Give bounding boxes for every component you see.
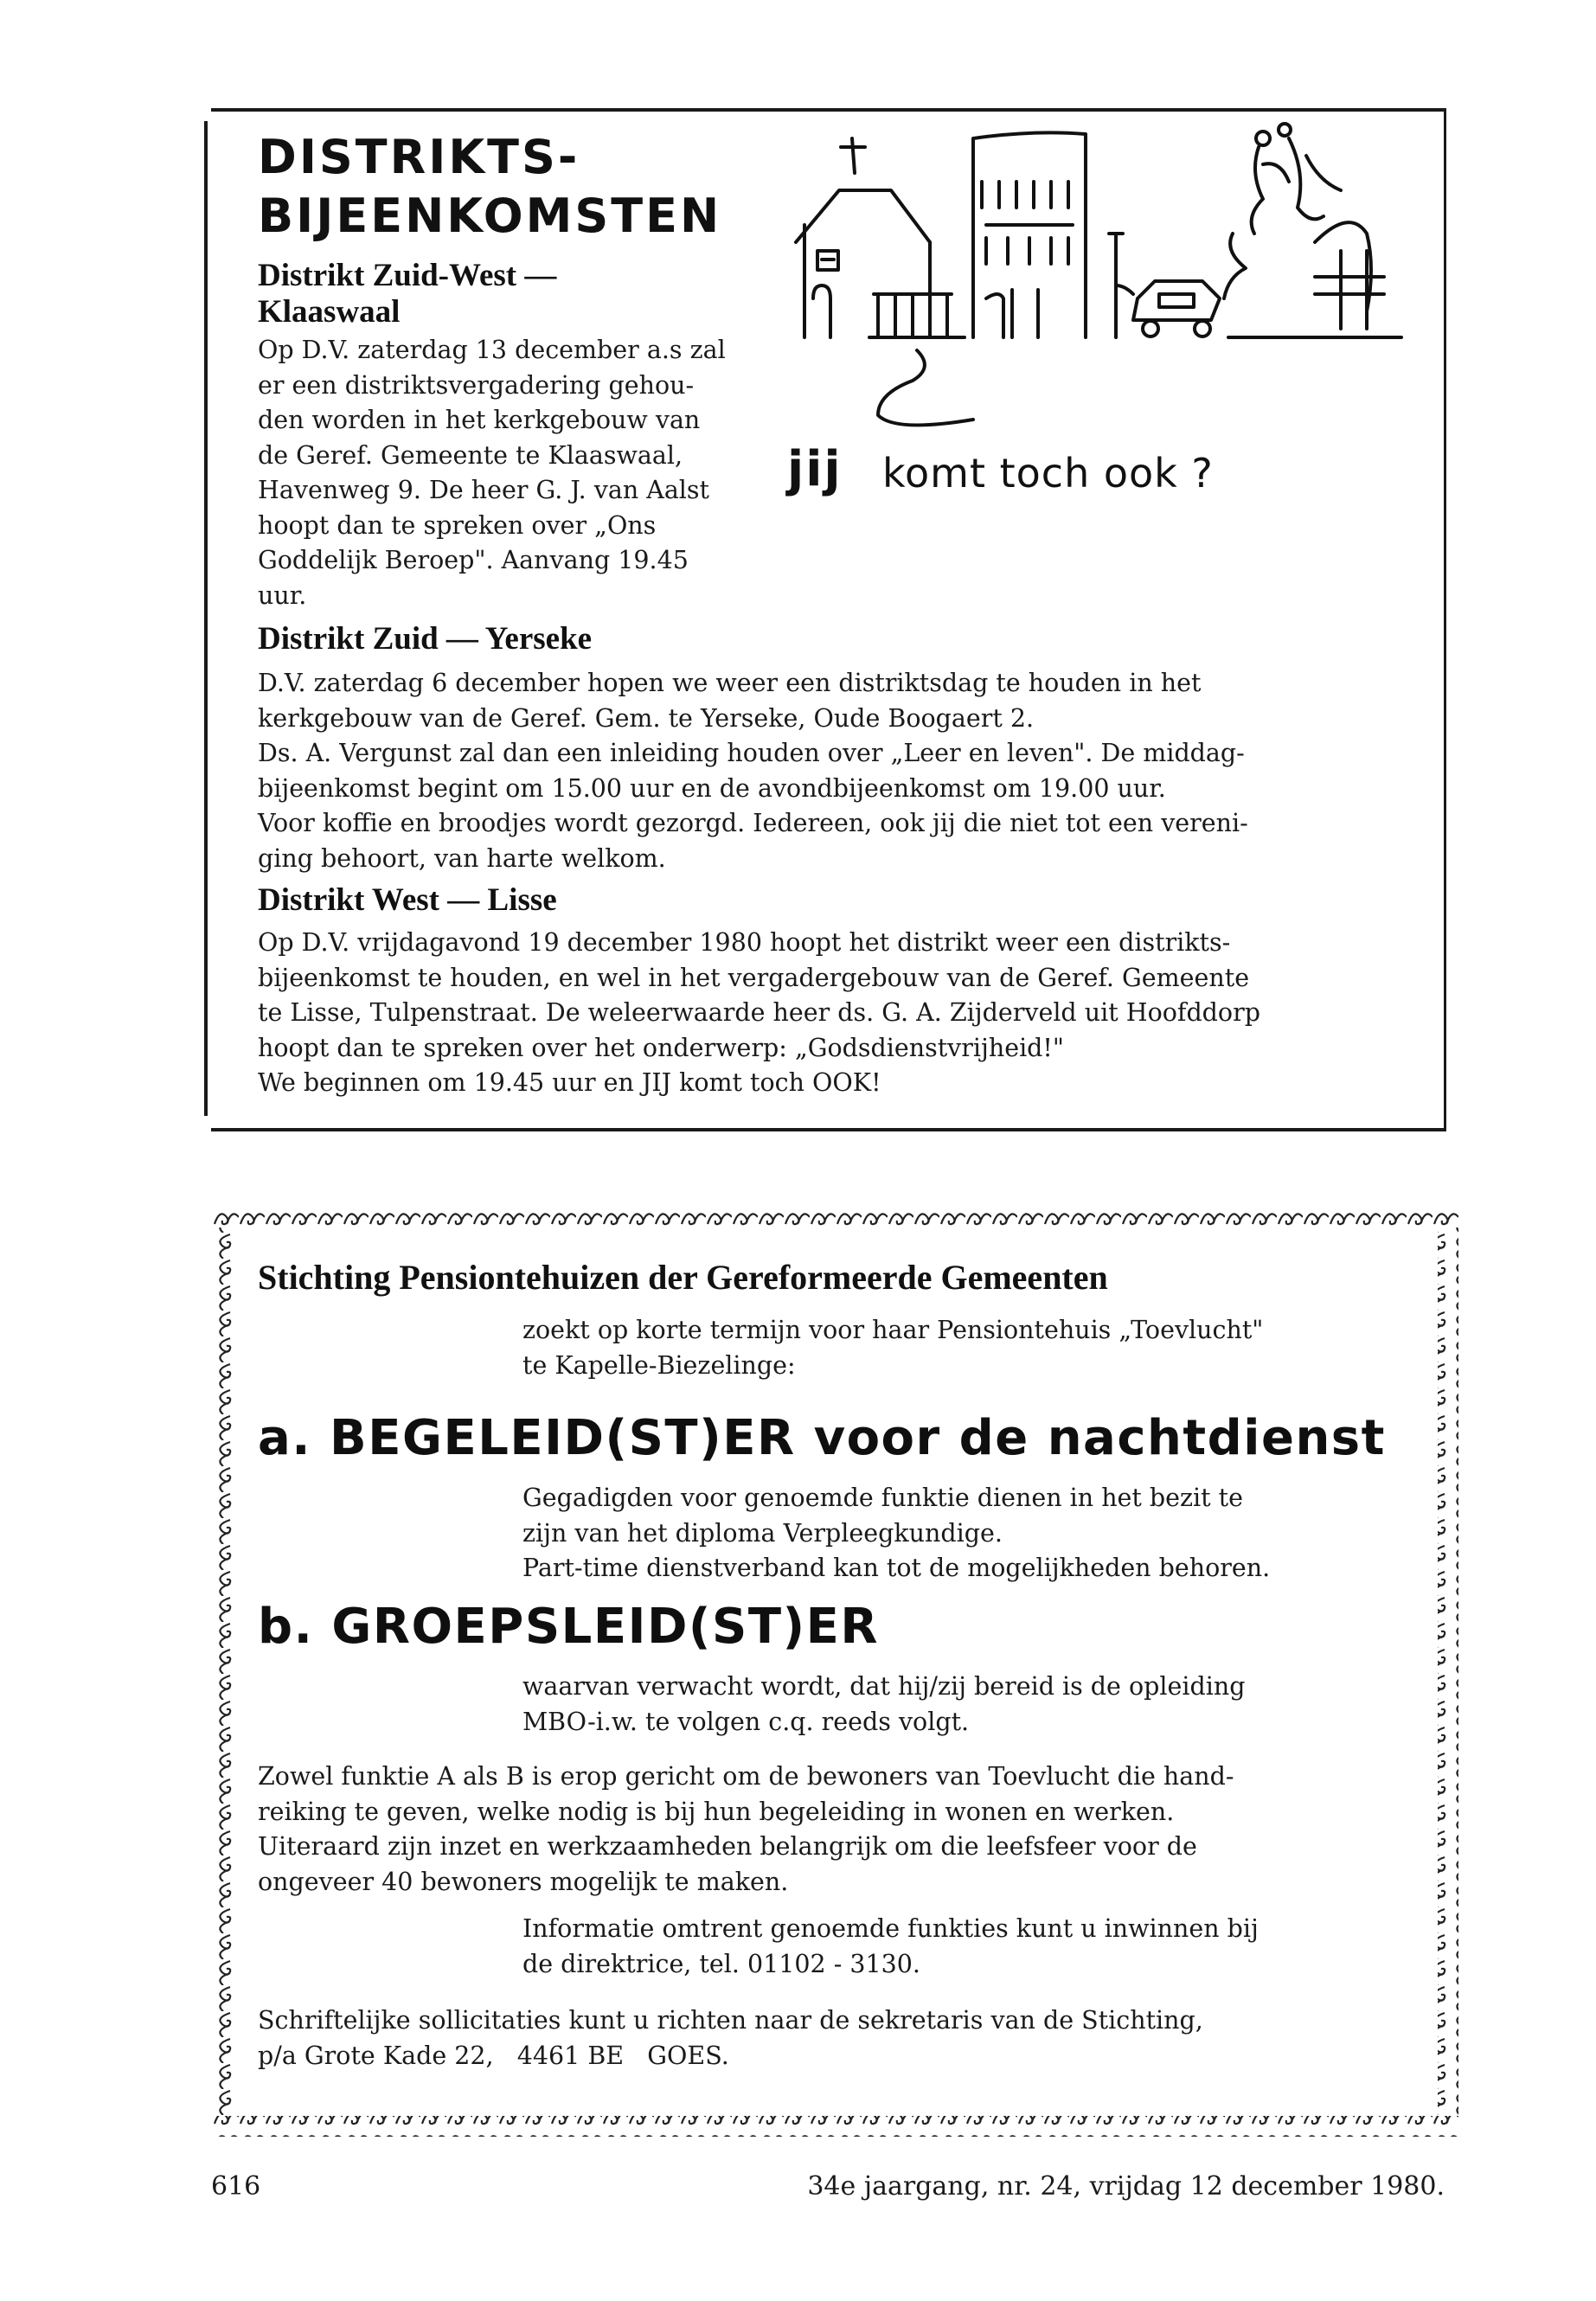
slogan-rest: komt toch ook ? bbox=[882, 450, 1214, 497]
text-line: ongeveer 40 bewoners mogelijk te maken. bbox=[258, 1867, 789, 1896]
section-title-west-lisse: Distrikt West — Lisse bbox=[258, 882, 557, 918]
section-title-line: Distrikt Zuid-West — bbox=[258, 258, 557, 293]
text-line: Voor koffie en broodjes wordt gezorgd. Iedereen, ook jij die niet tot een vereni- bbox=[258, 809, 1248, 837]
text-line: Op D.V. zaterdag 13 december a.s zal bbox=[258, 336, 726, 364]
text-line: de direktrice, tel. 01102 - 3130. bbox=[522, 1949, 920, 1978]
section-title-zuid-yerseke: Distrikt Zuid — Yerseke bbox=[258, 621, 593, 657]
heading-line-1: DISTRIKTS- bbox=[258, 130, 580, 184]
positions-general-text bbox=[258, 1759, 1434, 1900]
text-line: p/a Grote Kade 22, 4461 BE GOES. bbox=[258, 2041, 729, 2070]
text-line: Op D.V. vrijdagavond 19 december 1980 hoopt het distrikt weer een distrikts- bbox=[258, 928, 1231, 957]
position-b-text bbox=[522, 1670, 1422, 1740]
people-drawing bbox=[1224, 124, 1401, 337]
box-left-rule bbox=[204, 121, 208, 1116]
text-line: hoopt dan te spreken over „Ons bbox=[258, 510, 657, 540]
text-line: Havenweg 9. De heer G. J. van Aalst bbox=[258, 476, 710, 504]
section-text-west-lisse bbox=[258, 926, 1434, 1101]
text-line: uur. bbox=[258, 580, 307, 610]
street-drawing bbox=[1109, 234, 1220, 337]
text-line: Goddelijk Beroep". Aanvang 19.45 bbox=[258, 546, 689, 574]
text-line: er een distriktsvergadering gehou- bbox=[258, 370, 695, 400]
text-line: We beginnen om 19.45 uur en JIJ komt toch OOK! bbox=[258, 1068, 881, 1097]
district-meetings-heading bbox=[258, 128, 721, 246]
text-line: Zowel funktie A als B is erop gericht om de bewoners van Toevlucht die hand- bbox=[258, 1762, 1234, 1791]
text-line: hoopt dan te spreken over het onderwerp: „Godsdienstvrijheid!" bbox=[258, 1033, 1064, 1062]
section-text-zuid-yerseke bbox=[258, 666, 1434, 876]
text-line: reiking te geven, welke nodig is bij hun begeleiding in wonen en werken. bbox=[258, 1797, 1175, 1826]
path-drawing bbox=[878, 350, 973, 425]
church-drawing bbox=[796, 138, 965, 337]
text-line: Informatie omtrent genoemde funkties kunt u inwinnen bij bbox=[522, 1914, 1259, 1943]
application-address-text bbox=[258, 2003, 1434, 2073]
position-a-title: a. BEGELEID(ST)ER voor de nachtdienst bbox=[258, 1410, 1386, 1466]
foundation-name: Stichting Pensiontehuizen der Gereformeerde Gemeenten bbox=[258, 1258, 1108, 1297]
text-line: den worden in het kerkgebouw van bbox=[258, 406, 701, 434]
text-line: waarvan verwacht wordt, dat hij/zij bereid is de opleiding bbox=[522, 1672, 1246, 1701]
section-title-zuid-west bbox=[258, 258, 556, 330]
ad-intro bbox=[522, 1313, 1422, 1383]
text-line: Ds. A. Vergunst zal dan een inleiding houden over „Leer en leven". De middag- bbox=[258, 739, 1245, 767]
text-line: de Geref. Gemeente te Klaaswaal, bbox=[258, 440, 683, 470]
page-number: 616 bbox=[211, 2171, 261, 2202]
text-line: Part-time dienstverband kan tot de mogelijkheden behoren. bbox=[522, 1554, 1271, 1582]
text-line: kerkgebouw van de Geref. Gem. te Yerseke, Oude Boogaert 2. bbox=[258, 703, 1035, 733]
text-line: bijeenkomst begint om 15.00 uur en de avondbijeenkomst om 19.00 uur. bbox=[258, 773, 1166, 803]
text-line: te Lisse, Tulpenstraat. De weleerwaarde heer ds. G. A. Zijderveld uit Hoofddorp bbox=[258, 998, 1260, 1027]
text-line: Uiteraard zijn inzet en werkzaamheden belangrijk om die leefsfeer voor de bbox=[258, 1832, 1197, 1861]
text-line: zijn van het diploma Verpleegkundige. bbox=[522, 1518, 1003, 1548]
info-contact-text bbox=[522, 1912, 1422, 1982]
text-line: bijeenkomst te houden, en wel in het vergadergebouw van de Geref. Gemeente bbox=[258, 963, 1250, 992]
text-line: D.V. zaterdag 6 december hopen we weer een distriktsdag te houden in het bbox=[258, 669, 1202, 697]
text-line: te Kapelle-Biezelinge: bbox=[522, 1350, 796, 1380]
position-a-text bbox=[522, 1481, 1422, 1586]
text-line: ging behoort, van harte welkom. bbox=[258, 843, 666, 873]
section-title-line: Klaaswaal bbox=[258, 294, 401, 330]
text-line: Schriftelijke sollicitaties kunt u richten naar de sekretaris van de Stichting, bbox=[258, 2006, 1203, 2035]
text-line: zoekt op korte termijn voor haar Pensiontehuis „Toevlucht" bbox=[522, 1316, 1264, 1344]
slogan-jij: jij bbox=[787, 441, 843, 497]
section-text-zuid-west bbox=[258, 333, 794, 613]
heading-line-2: BIJEENKOMSTEN bbox=[258, 189, 722, 243]
text-line: Gegadigden voor genoemde funktie dienen in het bezit te bbox=[522, 1484, 1243, 1512]
issue-info: 34e jaargang, nr. 24, vrijdag 12 december 1980. bbox=[807, 2171, 1445, 2202]
text-line: MBO-i.w. te volgen c.q. reeds volgt. bbox=[522, 1707, 970, 1736]
position-b-title: b. GROEPSLEID(ST)ER bbox=[258, 1599, 880, 1655]
apartment-drawing bbox=[973, 132, 1086, 337]
